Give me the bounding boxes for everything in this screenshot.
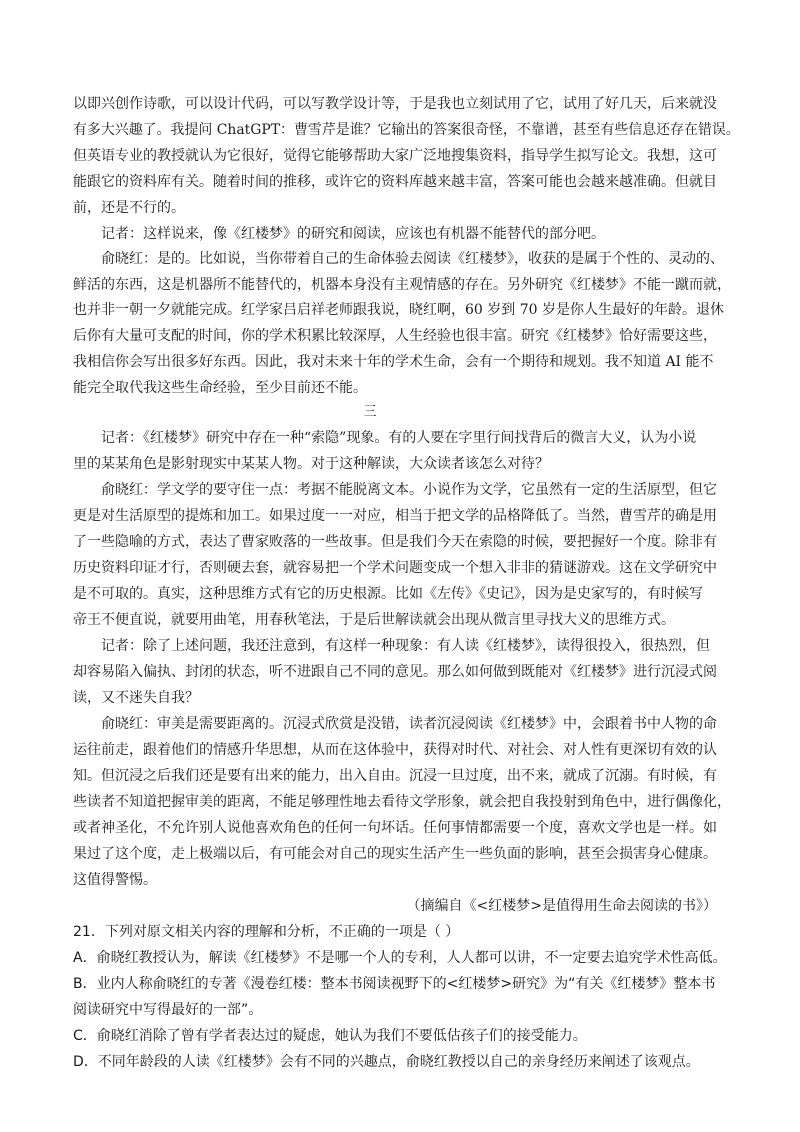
body-line: 记者：除了上述问题，我还注意到，有这样一种现象：有人读《红楼梦》，读得很投入，很热烈，但: [101, 638, 710, 654]
body-line: 记者：这样说来，像《红楼梦》的研究和阅读，应该也有机器不能替代的部分吧。: [101, 226, 605, 242]
body-line: 些读者不知道把握审美的距离，不能足够理性地去看待文学形象，就会把自我投射到角色中，进行偶像化，: [73, 794, 731, 810]
body-line: 能完全取代我这些生命经验，至少目前还不能。: [73, 380, 367, 396]
body-line: 是不可取的。真实，这种思维方式有它的历史根源。比如《左传》《史记》，因为是史家写的，有时候写: [73, 586, 703, 602]
body-line: 读，又不迷失自我？: [73, 690, 199, 706]
source-citation: （摘编自《<红楼梦>是值得用生命去阅读的书》）: [406, 898, 717, 914]
body-line: 我相信你会写出很多好东西。因此，我对未来十年的学术生命，会有一个期待和规划。我不知道 AI 能不: [73, 354, 714, 370]
body-line: 记者：《红楼梦》研究中存在一种“索隐”现象。有的人要在字里行间找背后的微言大义，认为小说: [101, 430, 697, 446]
option-a: A．俞晓红教授认为，解读《红楼梦》不是哪一个人的专利，人人都可以讲，不一定要去追究学术性高低。: [73, 950, 727, 966]
option-b-continued: 阅读研究中写得最好的一部”。: [73, 1002, 263, 1018]
option-c: C．俞晓红消除了曾有学者表达过的疑虑，她认为我们不要低估孩子们的接受能力。: [73, 1028, 587, 1044]
body-line: 但英语专业的教授就认为它很好，觉得它能够帮助大家广泛地搜集资料，指导学生拟写论文。我想，这可: [73, 148, 717, 164]
option-d: D．不同年龄段的人读《红楼梦》会有不同的兴趣点，俞晓红教授以自己的亲身经历来阐述了该观点。: [73, 1054, 700, 1070]
body-line: 鲜活的东西，这是机器所不能替代的，机器本身没有主观情感的存在。另外研究《红楼梦》不能一蹴而就，: [73, 277, 731, 293]
body-line: 有多大兴趣了。我提问 ChatGPT：曹雪芹是谁？它输出的答案很奇怪，不靠谱，甚至有些信息还存在错误。: [73, 122, 740, 138]
body-line: 知。但沉浸之后我们还是要有出来的能力，出入自由。沉浸一旦过度，出不来，就成了沉溺。有时候，有: [73, 768, 717, 784]
body-line: 以即兴创作诗歌，可以设计代码，可以写教学设计等，于是我也立刻试用了它，试用了好几天，后来就没: [73, 96, 717, 112]
question-stem: 21．下列对原文相关内容的理解和分析，不正确的一项是（ ）: [73, 924, 460, 940]
body-line: 里的某某角色是影射现实中某某人物。对于这种解读，大众读者该怎么对待？: [73, 456, 549, 472]
body-line: 历史资料印证才行，否则硬去套，就容易把一个学术问题变成一个想入非非的猜谜游戏。这在文学研究中: [73, 560, 717, 576]
body-line: 俞晓红：是的。比如说，当你带着自己的生命体验去阅读《红楼梦》，收获的是属于个性的、灵动的、: [101, 251, 724, 267]
body-line: 能跟它的资料库有关。随着时间的推移，或许它的资料库越来越丰富，答案可能也会越来越准确。但就目: [73, 174, 717, 190]
body-line: 俞晓红：学文学的要守住一点：考据不能脱离文本。小说作为文学，它虽然有一定的生活原型，但它: [101, 482, 717, 498]
body-line: 帝王不便直说，就要用曲笔，用春秋笔法，于是后世解读就会出现从微言里寻找大义的思维方式。: [73, 612, 675, 628]
body-line: 后你有大量可支配的时间，你的学术积累比较深厚，人生经验也很丰富。研究《红楼梦》恰好需要这些，: [73, 328, 717, 344]
body-line: 了一些隐喻的方式，表达了曹家败落的一些故事。但是我们今天在索隐的时候，要把握好一个度。除非有: [73, 534, 717, 550]
body-line: 前，还是不行的。: [73, 200, 185, 216]
body-line: 也并非一朝一夕就能完成。红学家吕启祥老师跟我说，晓红啊，60 岁到 70 岁是你人生最好的年龄。退休: [73, 302, 724, 318]
body-line: 这值得警惕。: [73, 872, 157, 888]
body-line: 却容易陷入偏执、封闭的状态，听不进跟自己不同的意见。那么如何做到既能对《红楼梦》进行沉浸式阅: [73, 664, 717, 680]
body-line: 运往前走，跟着他们的情感升华思想，从而在这体验中，获得对时代、对社会、对人性有更深切有效的认: [73, 742, 717, 758]
body-line: 果过了这个度，走上极端以后，有可能会对自己的现实生活产生一些负面的影响，甚至会损害身心健康。: [73, 846, 717, 862]
option-b: B．业内人称俞晓红的专著《漫卷红楼：整本书阅读视野下的<红楼梦>研究》为“有关《红楼梦》整本书: [73, 976, 716, 992]
section-heading: 三: [363, 404, 377, 420]
body-line: 更是对生活原型的提炼和加工。如果过度一一对应，相当于把文学的品格降低了。当然，曹雪芹的确是用: [73, 508, 717, 524]
body-line: 或者神圣化，不允许别人说他喜欢角色的任何一句坏话。任何事情都需要一个度，喜欢文学也是一样。如: [73, 820, 717, 836]
body-line: 俞晓红：审美是需要距离的。沉浸式欣赏是没错，读者沉浸阅读《红楼梦》中，会跟着书中人物的命: [101, 716, 717, 732]
